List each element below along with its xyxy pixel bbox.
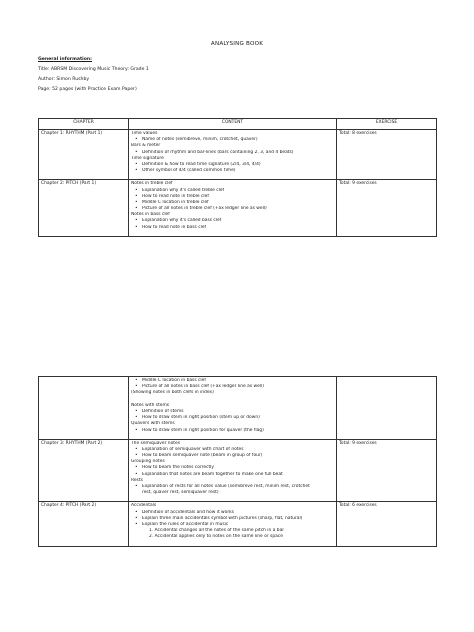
- content-cell: [129, 377, 337, 440]
- content-heading: (Showing notes in both clefs in index): [131, 390, 214, 396]
- analysis-table-page-2: [38, 376, 437, 547]
- exercise-cell: Total: 8 exercises: [337, 130, 437, 180]
- content-cell: [129, 439, 337, 502]
- content-bullet: • Middle C location in treble clef: [131, 200, 334, 206]
- general-information: [38, 57, 149, 97]
- content-bullet: • Middle C location in bass clef: [131, 378, 334, 384]
- chapter-cell: [39, 377, 129, 440]
- content-heading: Accidentals: [131, 503, 157, 509]
- content-bullet: • How to draw stem in right position (stem up or down): [131, 415, 334, 421]
- content-bullet: • How to read note in bass clef: [131, 225, 334, 231]
- content-heading: Bars & meter: [131, 143, 161, 149]
- content-heading: Quavers with stems: [131, 421, 175, 427]
- header-chapter: CHAPTER: [39, 119, 129, 130]
- content-bullet: • Explanation why it's called treble clef: [131, 188, 334, 194]
- table-row: [39, 180, 437, 237]
- content-bullet: • Definition of rhythm and bar-lines (bars containing 2, 3, and 4 beats): [131, 150, 334, 156]
- table-row: [39, 439, 437, 502]
- content-bullet: • Explanation of rests for all notes value (semibreve rest, minim rest, crotchet: [131, 484, 334, 490]
- page-title: ANALYSING BOOK: [210, 41, 264, 47]
- content-bullet: • Picture of all notes in treble clef (+ax ledger line as well): [131, 206, 334, 212]
- content-bullet: • Explanation why it's called bass clef: [131, 218, 334, 224]
- content-bullet: • How to beam semiquaver note (beam in group of four): [131, 453, 334, 459]
- chapter-cell: Chapter 4: PITCH (Part 2): [39, 502, 129, 546]
- content-bullet: • Name of notes (semibreve, minim, crotchet, quaver): [131, 137, 334, 143]
- header-content: CONTENT: [129, 119, 337, 130]
- table-row: [39, 377, 437, 440]
- content-bullet: • Other symbol of 4/4 (called common time): [131, 168, 334, 174]
- content-heading: Notes in bass clef: [131, 212, 170, 218]
- chapter-cell: Chapter 1: RHYTHM (Part 1): [39, 130, 129, 180]
- analysis-table-page-1: [38, 118, 437, 237]
- content-bullet: • How to read note in treble clef: [131, 194, 334, 200]
- content-bullet: • Explanation that notes are beam together to make one full beat: [131, 472, 334, 478]
- content-heading: The semiquaver notes: [131, 440, 180, 446]
- content-bullet: • Explain the rules of accidental in music: [131, 522, 334, 528]
- content-heading: Notes in treble clef: [131, 181, 173, 187]
- chapter-cell: Chapter 2: PITCH (Part 1): [39, 180, 129, 237]
- content-bullet: • Definition & how to read time signature (2/4, 3/4, 4/4): [131, 162, 334, 168]
- book-author-line: Author: Simon Rushby: [38, 77, 90, 82]
- header-exercise: EXERCISE: [337, 119, 437, 130]
- content-cell: [129, 180, 337, 237]
- exercise-cell: Total: 9 exercises: [337, 439, 437, 502]
- content-bullet: • Definition of accidentals and how it works: [131, 510, 334, 516]
- content-cell: [129, 130, 337, 180]
- content-bullet: • How to beam the notes correctly: [131, 465, 334, 471]
- content-bullet: rest, quaver rest, semiquaver rest): [142, 490, 219, 496]
- general-information-heading: General information:: [38, 57, 92, 62]
- table-row: [39, 502, 437, 546]
- content-bullet: • Picture of all notes in bass clef (+ax ledger line as well): [131, 384, 334, 390]
- content-heading: Time values: [131, 131, 158, 136]
- table-row: [39, 130, 437, 180]
- table-header-row: [39, 119, 437, 130]
- content-bullet: • Definition of stems: [131, 409, 334, 415]
- exercise-cell: Total: 9 exercises: [337, 180, 437, 237]
- content-heading: Notes with stems: [131, 402, 170, 408]
- content-cell: [129, 502, 337, 546]
- book-title-line: Title: ABRSM Discovering Music Theory: Grade 1: [38, 67, 149, 72]
- chapter-cell: Chapter 3: RHYTHM (Part 2): [39, 439, 129, 502]
- content-bullet: • Explain three main accidentals symbol with pictures (sharp, flat, natural): [131, 516, 334, 522]
- content-bullet: • Explanation of semiquaver with chart of notes: [131, 447, 334, 453]
- content-bullet: 1. Accidental changes all the notes of the same pitch in a bar: [149, 528, 285, 534]
- exercise-cell: Total: 6 exercises: [337, 502, 437, 546]
- content-heading: Rests: [131, 477, 143, 483]
- content-heading: Grouping notes: [131, 459, 165, 465]
- content-bullet: 2. Accidental applies only to notes on the same line or space: [149, 534, 283, 540]
- book-pages-line: Page: 52 pages (with Practice Exam Paper): [38, 87, 137, 92]
- content-bullet: • How to draw stem in right position for quaver (the flag): [131, 428, 334, 434]
- exercise-cell: [337, 377, 437, 440]
- content-heading: Time signature: [131, 155, 164, 161]
